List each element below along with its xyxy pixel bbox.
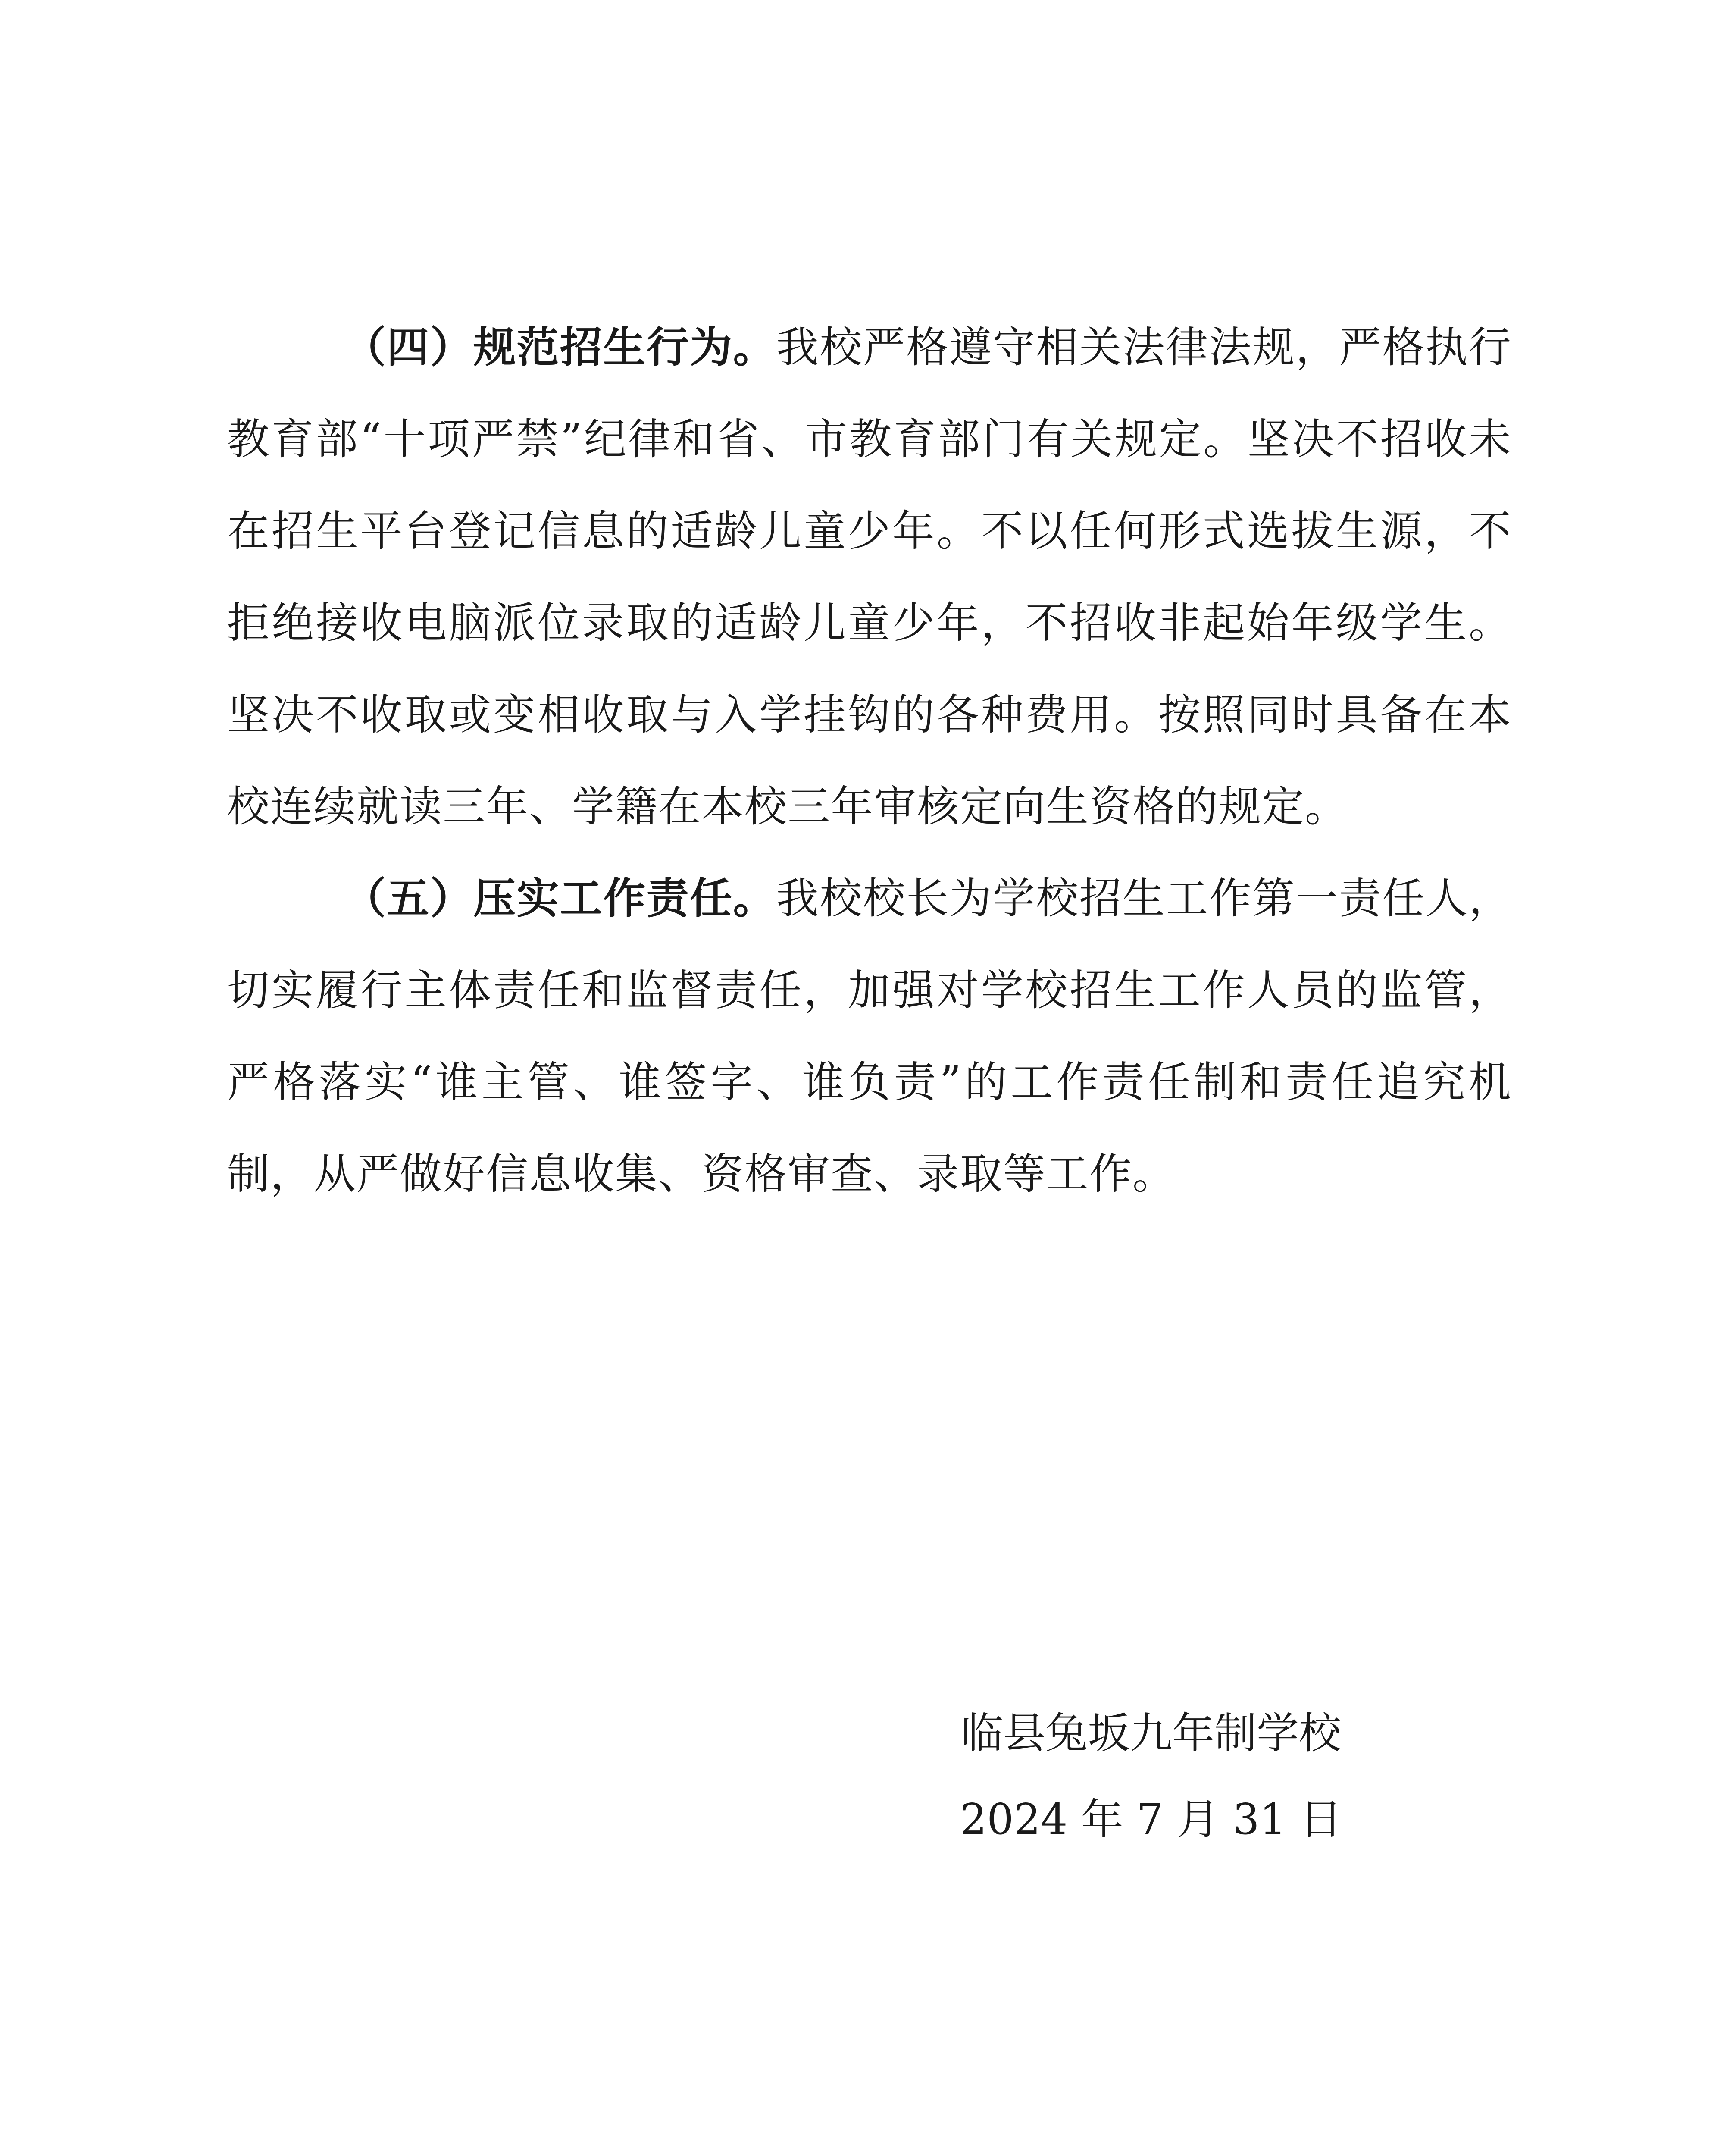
paragraph-heading: （四）规范招生行为。: [344, 323, 776, 372]
signature-date: 2024 年 7 月 31 日: [960, 1795, 1342, 1844]
paragraph-text: 我校严格遵守相关法律法规，严格执行教育部“十项严禁”纪律和省、市教育部门有关规定。坚决不招收未在招生平台登记信息的适龄儿童少年。不以任何形式选拔生源，不拒绝接收电脑派位录取的适龄儿童少年，不招收非起始年级学生。坚决不收取或变相收取与入学挂钩的各种费用。按照同时具备在本校连续就读三年、学籍在本校三年审核定向生资格的规定。: [227, 323, 1512, 831]
paragraph-heading: （五）压实工作责任。: [344, 874, 776, 923]
paragraph-regulate-admission: [227, 302, 1512, 853]
paragraph-work-responsibility: [227, 853, 1512, 1220]
signature-organization: 临县兔坂九年制学校: [960, 1709, 1341, 1758]
signature-block: [905, 1690, 1379, 1863]
document-body: [227, 302, 1512, 1220]
paragraph-text: 我校校长为学校招生工作第一责任人，切实履行主体责任和监督责任，加强对学校招生工作人员的监管，严格落实“谁主管、谁签字、谁负责”的工作责任制和责任追究机制，从严做好信息收集、资格审查、录取等工作。: [227, 874, 1512, 1199]
